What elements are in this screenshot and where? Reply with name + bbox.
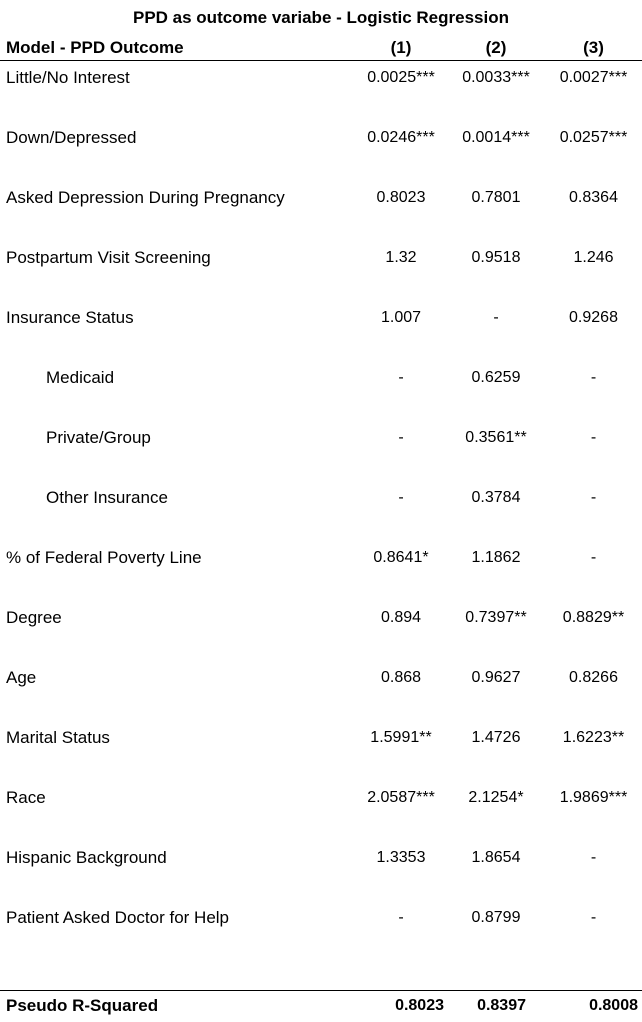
cell-model-2: 1.1862	[471, 549, 521, 566]
cell-model-2: 0.8799	[471, 909, 521, 926]
cell-model-2: 0.0033***	[462, 69, 530, 86]
cell-model-2: 2.1254*	[468, 789, 524, 806]
cell-model-3: 0.0027***	[559, 69, 628, 86]
cell-model-1: 0.894	[380, 609, 422, 626]
cell-model-2: 0.9518	[471, 249, 521, 266]
table-row	[0, 66, 642, 90]
header-col-3: (3)	[583, 38, 604, 57]
cell-model-3: -	[590, 549, 597, 566]
row-label: Private/Group	[46, 428, 151, 447]
cell-model-1: 1.32	[385, 249, 417, 266]
cell-model-3: 0.8266	[569, 669, 618, 686]
table-row	[0, 546, 642, 570]
table-row	[0, 846, 642, 870]
cell-model-2: 1.8654	[471, 849, 521, 866]
cell-model-2: 0.3784	[471, 489, 521, 506]
table-row	[0, 786, 642, 810]
row-label: Hispanic Background	[6, 848, 167, 867]
row-label: Down/Depressed	[6, 128, 137, 147]
cell-model-3: -	[590, 909, 597, 926]
header-col-2: (2)	[485, 38, 507, 57]
cell-model-2: 0.9627	[471, 669, 521, 686]
row-label: Insurance Status	[6, 308, 134, 327]
table-row	[0, 246, 642, 270]
cell-model-2: 0.3561**	[465, 429, 527, 446]
footer-col-3: 0.8008	[589, 997, 638, 1014]
row-label: Postpartum Visit Screening	[6, 248, 211, 267]
row-label: Asked Depression During Pregnancy	[6, 188, 285, 207]
table-row	[0, 606, 642, 630]
cell-model-3: -	[590, 429, 597, 446]
table-title: PPD as outcome variabe - Logistic Regression	[132, 8, 509, 27]
footer-label: Pseudo R-Squared	[6, 996, 159, 1015]
row-label: Race	[6, 788, 46, 807]
cell-model-1: 0.8023	[376, 189, 426, 206]
cell-model-1: -	[398, 429, 404, 446]
cell-model-1: 1.3353	[376, 849, 426, 866]
cell-model-1: 0.0246***	[367, 129, 435, 146]
row-label: Degree	[6, 608, 62, 627]
row-label: Age	[6, 668, 37, 687]
cell-model-1: 0.868	[380, 669, 422, 686]
cell-model-3: 0.8829**	[562, 609, 625, 626]
table-row	[0, 126, 642, 150]
cell-model-3: 0.9268	[569, 309, 618, 326]
footer-col-2: 0.8397	[477, 997, 526, 1014]
cell-model-2: -	[493, 309, 499, 326]
cell-model-1: -	[398, 489, 404, 506]
table-row	[0, 486, 642, 510]
cell-model-1: 0.8641*	[373, 549, 429, 566]
header-col-1: (1)	[390, 38, 412, 57]
cell-model-3: 1.9869***	[559, 789, 628, 806]
row-label: Other Insurance	[46, 488, 168, 507]
cell-model-3: 0.8364	[569, 189, 618, 206]
cell-model-2: 1.4726	[471, 729, 521, 746]
cell-model-1: 2.0587***	[367, 789, 435, 806]
cell-model-1: -	[398, 909, 404, 926]
cell-model-2: 0.6259	[471, 369, 521, 386]
cell-model-2: 0.0014***	[462, 129, 530, 146]
cell-model-2: 0.7397**	[465, 609, 527, 626]
cell-model-1: 0.0025***	[367, 69, 435, 86]
cell-model-1: 1.5991**	[370, 729, 432, 746]
header-model-label: Model - PPD Outcome	[6, 38, 184, 57]
table-row	[0, 366, 642, 390]
row-label: Medicaid	[46, 368, 115, 387]
table-footer-row	[0, 990, 642, 1021]
table-row	[0, 426, 642, 450]
cell-model-3: -	[590, 849, 597, 866]
cell-model-1: 1.007	[380, 309, 422, 326]
cell-model-3: 1.6223**	[562, 729, 625, 746]
cell-model-2: 0.7801	[471, 189, 521, 206]
row-label: Marital Status	[6, 728, 110, 747]
row-label: Little/No Interest	[6, 68, 130, 87]
table-row	[0, 906, 642, 930]
table-row	[0, 306, 642, 330]
cell-model-3: 1.246	[573, 249, 614, 266]
row-label: Patient Asked Doctor for Help	[6, 908, 230, 927]
footer-col-1: 0.8023	[395, 997, 444, 1014]
table-row	[0, 666, 642, 690]
table-row	[0, 186, 642, 210]
table-row	[0, 726, 642, 750]
cell-model-3: -	[590, 369, 597, 386]
cell-model-3: 0.0257***	[559, 129, 628, 146]
cell-model-1: -	[398, 369, 404, 386]
cell-model-3: -	[590, 489, 597, 506]
row-label: % of Federal Poverty Line	[6, 548, 202, 567]
